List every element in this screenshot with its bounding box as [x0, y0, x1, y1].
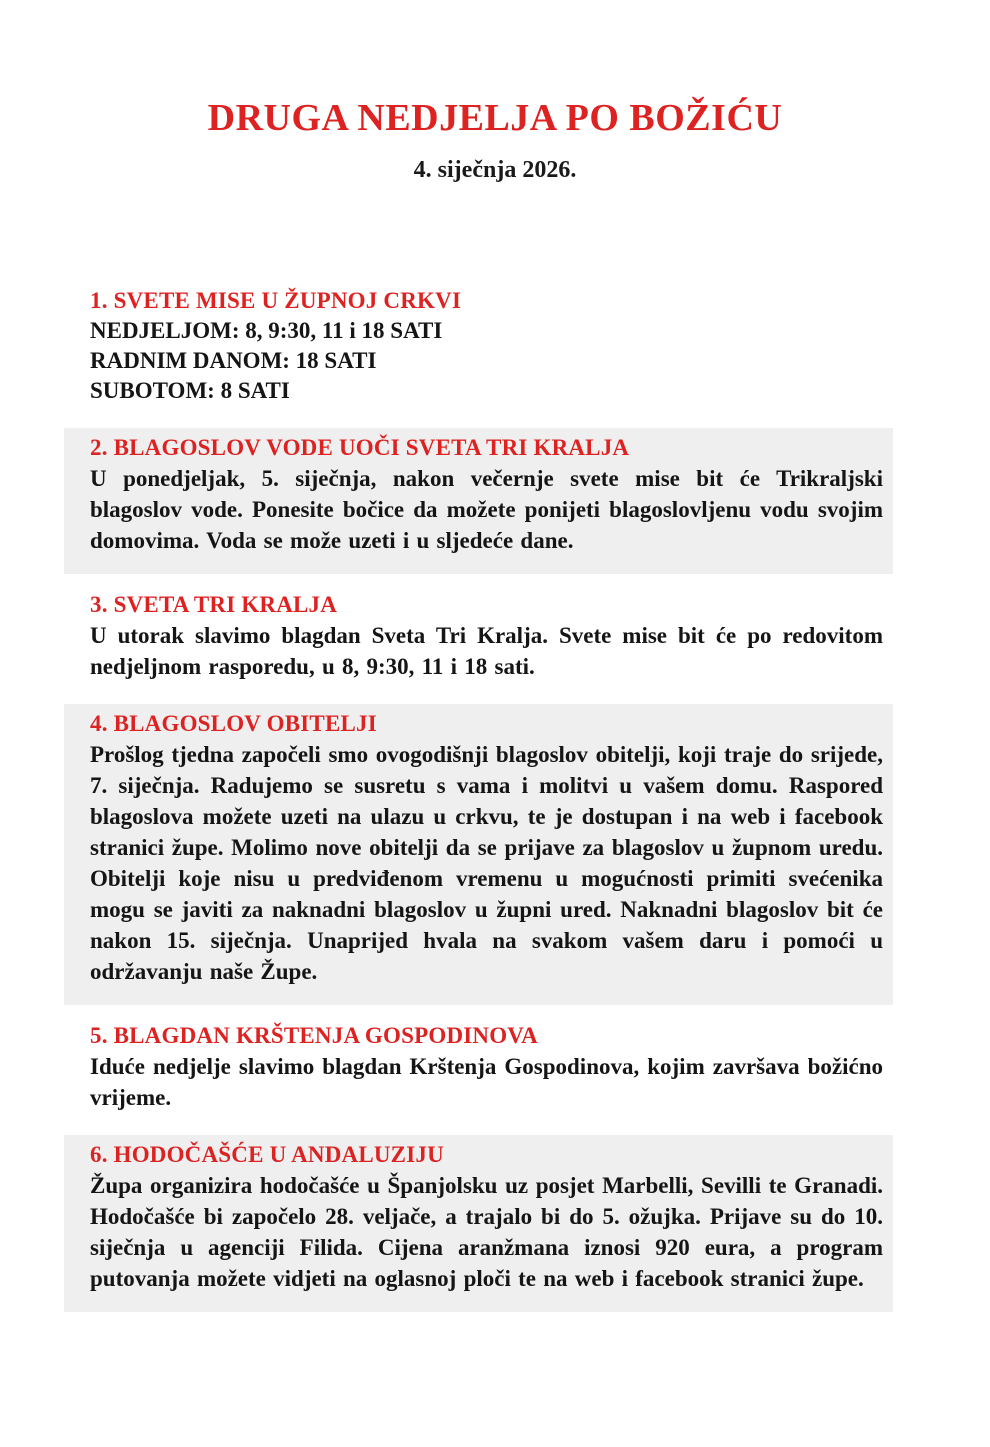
page-date: 4. siječnja 2026. — [413, 157, 577, 183]
section-baptism-of-the-lord — [64, 1021, 893, 1119]
section-heading-mass-schedule: 1. SVETE MISE U ŽUPNOJ CRKVI — [90, 288, 462, 313]
section-body-water-blessing: U ponedjeljak, 5. siječnja, nakon večernje svete mise bit će Trikraljski blagoslov vode. Ponesite bočice da možete ponijeti blagoslovljenu vodu svojim domovima. Voda se može uzeti i u sljedeće dane. — [90, 466, 883, 553]
bulletin-content — [64, 286, 893, 1312]
section-heading-family-blessing: 4. BLAGOSLOV OBITELJI — [90, 711, 377, 736]
page-title: DRUGA NEDJELJA PO BOŽIĆU — [207, 97, 783, 139]
section-epiphany — [64, 590, 893, 688]
section-mass-schedule — [64, 286, 893, 412]
schedule-line-weekday: RADNIM DANOM: 18 SATI — [90, 348, 377, 373]
section-heading-epiphany: 3. SVETA TRI KRALJA — [90, 592, 338, 617]
section-body-epiphany: U utorak slavimo blagdan Sveta Tri Kralja. Svete mise bit će po redovitom nedjeljnom rasporedu, u 8, 9:30, 11 i 18 sati. — [90, 623, 883, 679]
section-water-blessing — [64, 428, 893, 574]
section-body-baptism-of-the-lord: Iduće nedjelje slavimo blagdan Krštenja Gospodinova, kojim završava božićno vrijeme. — [90, 1054, 883, 1110]
section-heading-baptism-of-the-lord: 5. BLAGDAN KRŠTENJA GOSPODINOVA — [90, 1023, 538, 1048]
section-body-pilgrimage-andalusia: Župa organizira hodočašće u Španjolsku uz posjet Marbelli, Sevilli te Granadi. Hodočašće bi započelo 28. veljače, a trajalo bi do 5. ožujka. Prijave su do 10. siječnja u agenciji Filida. Cijena aranžmana iznosi 920 eura, a program putovanja možete vidjeti na oglasnoj ploči te na web i facebook stranici župe. — [90, 1173, 883, 1291]
section-heading-pilgrimage-andalusia: 6. HODOČAŠĆE U ANDALUZIJU — [90, 1142, 444, 1167]
section-family-blessing — [64, 704, 893, 1005]
section-heading-water-blessing: 2. BLAGOSLOV VODE UOČI SVETA TRI KRALJA — [90, 435, 630, 460]
section-body-family-blessing: Prošlog tjedna započeli smo ovogodišnji blagoslov obitelji, koji traje do srijede, 7. siječnja. Radujemo se susretu s vama i molitvi u vašem domu. Raspored blagoslova možete uzeti na ulazu u crkvu, te je dostupan i na web i facebook stranici župe. Molimo nove obitelji da se prijave za blagoslov u župnom uredu. Obitelji koje nisu u predviđenom vremenu u mogućnosti primiti svećenika mogu se javiti za naknadni blagoslov u župni ured. Naknadni blagoslov bit će nakon 15. siječnja. Unaprijed hvala na svakom vašem daru i pomoći u održavanju naše Župe. — [90, 742, 883, 984]
schedule-line-sunday: NEDJELJOM: 8, 9:30, 11 i 18 SATI — [90, 318, 443, 343]
schedule-line-saturday: SUBOTOM: 8 SATI — [90, 378, 290, 403]
section-pilgrimage-andalusia — [64, 1135, 893, 1312]
